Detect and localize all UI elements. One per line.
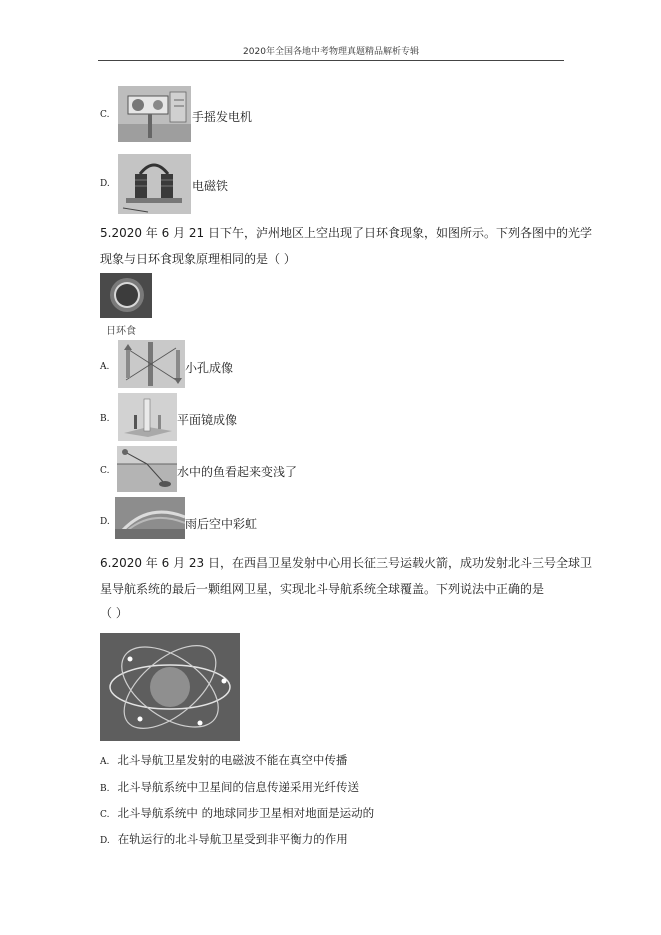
q6-option-a-text: 北斗导航卫星发射的电磁波不能在真空中传播: [117, 753, 348, 767]
q4-option-d-text: 电磁铁: [192, 179, 229, 193]
q5-option-c-text: 水中的鱼看起来变浅了: [177, 465, 298, 479]
q6-option-a-letter: A.: [100, 757, 110, 767]
q5-option-a-text: 小孔成像: [185, 361, 234, 375]
q6-stem-line2: 星导航系统的最后一颗组网卫星，实现北斗导航系统全球覆盖。下列说法中正确的是: [100, 582, 545, 596]
beidou-satellite-orbits-photo: [100, 633, 240, 741]
q6-option-b-text: 北斗导航系统中卫星间的信息传递采用光纤传送: [117, 780, 359, 794]
q6-option-c-letter: C.: [100, 810, 110, 820]
q5-stem-line2: 现象与日环食现象原理相同的是（ ）: [100, 252, 296, 266]
q6-option-b: [100, 779, 359, 795]
q5-option-d-letter: D.: [100, 517, 110, 527]
q6-option-d: [100, 831, 348, 847]
q6-option-d-text: 在轨运行的北斗导航卫星受到非平衡力的作用: [117, 832, 348, 846]
q6-stem-line1: 6.2020 年 6 月 23 日，在西昌卫星发射中心用长征三号运载火箭，成功发射北斗三号全球卫: [100, 556, 592, 570]
rainbow-photo: [115, 497, 185, 539]
q5-option-c-letter: C.: [100, 466, 110, 476]
q4-option-c-text: 手摇发电机: [192, 110, 253, 124]
q6-option-c-text: 北斗导航系统中 的地球同步卫星相对地面是运动的: [117, 806, 375, 820]
q5-option-d-text: 雨后空中彩虹: [185, 517, 258, 531]
q4-option-d-letter: D.: [100, 179, 110, 189]
q5-option-a-letter: A.: [100, 362, 110, 372]
q6-option-b-letter: B.: [100, 784, 110, 794]
plane-mirror-photo: [118, 393, 177, 441]
fish-in-water-photo: [117, 446, 177, 492]
q6-option-a: [100, 752, 347, 768]
q5-option-b-letter: B.: [100, 414, 110, 424]
q6-option-d-letter: D.: [100, 836, 110, 846]
hand-crank-generator-photo: [118, 86, 191, 142]
electromagnet-photo: [118, 154, 191, 214]
eclipse-figure-caption: 日环食: [106, 326, 136, 337]
q5-option-b-text: 平面镜成像: [177, 413, 238, 427]
q6-stem-line3: （ ）: [100, 606, 128, 620]
q5-stem-line1: 5.2020 年 6 月 21 日下午，泸州地区上空出现了日环食现象，如图所示。下列各图中的光学: [100, 226, 592, 240]
pinhole-imaging-photo: [118, 340, 185, 388]
annular-eclipse-photo: [100, 273, 152, 318]
q4-option-c-letter: C.: [100, 110, 110, 120]
page-header: 2020年全国各地中考物理真题精品解析专辑: [98, 44, 564, 61]
q6-option-c: [100, 805, 374, 821]
